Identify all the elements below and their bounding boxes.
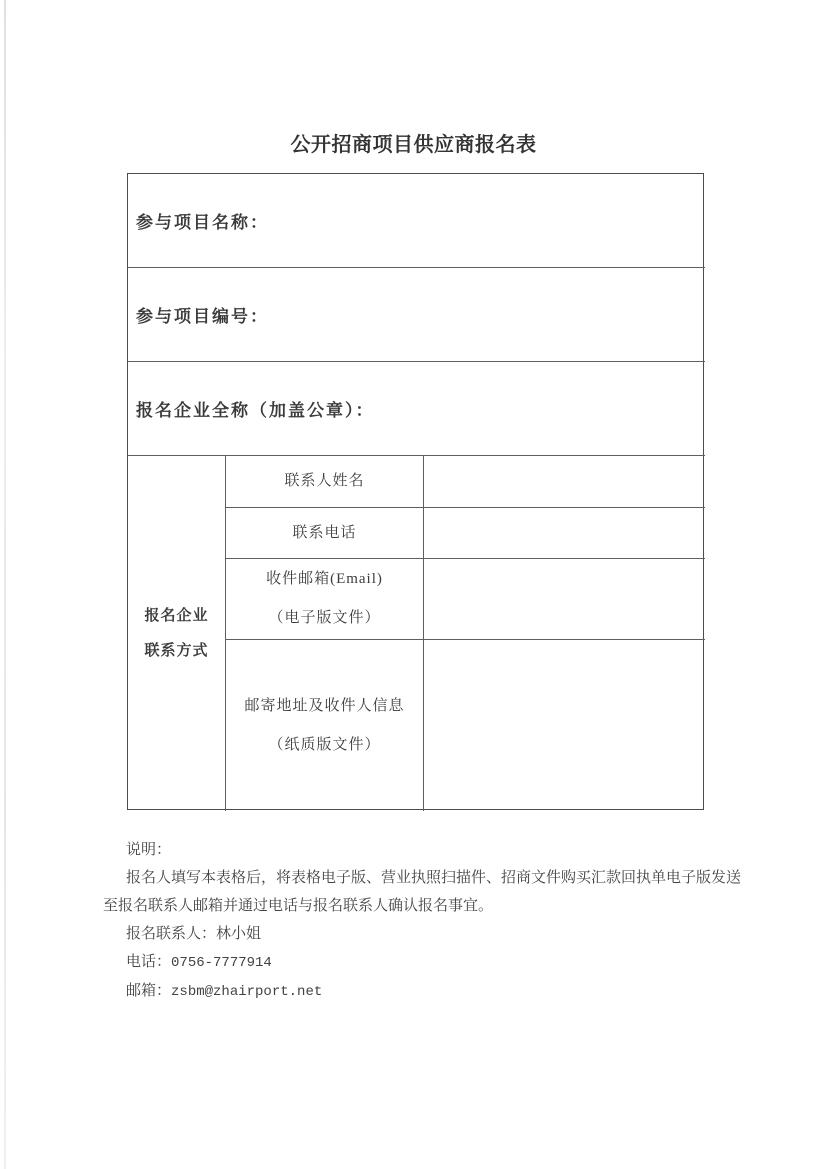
contact-group-label-line2: 联系方式 (144, 642, 209, 659)
phone-value: 0756-7777914 (171, 955, 272, 971)
project-name-label: 参与项目名称： (136, 213, 269, 232)
contact-email-value-cell (424, 559, 705, 640)
contact-group-header-cell (128, 456, 226, 811)
contact-email-label-cell (226, 559, 424, 640)
registration-email-line (103, 977, 743, 1006)
scan-edge-artifact (4, 0, 6, 1169)
row-project-number (128, 268, 705, 362)
row-company-name (128, 362, 705, 456)
contact-email-label: 收件邮箱(Email) (266, 571, 383, 587)
email-label: 邮箱： (126, 983, 172, 999)
mailing-address-label-cell (226, 640, 424, 811)
registration-form-table (127, 173, 704, 810)
contact-name-label-cell (226, 456, 424, 508)
phone-label: 电话： (126, 954, 172, 970)
contact-email-sublabel: （电子版文件） (268, 610, 381, 626)
email-value: zsbm@zhairport.net (171, 984, 323, 1000)
registration-phone-line (103, 948, 743, 977)
mailing-address-sublabel: （纸质版文件） (268, 736, 381, 753)
notes-heading: 说明： (126, 842, 172, 858)
registration-contact-person: 报名联系人：林小姐 (126, 926, 262, 942)
notes-paragraph-line2: 至报名联系人邮箱并通过电话与报名联系人确认报名事宜。 (103, 898, 494, 914)
contact-phone-value-cell (424, 508, 705, 559)
form-title: 公开招商项目供应商报名表 (290, 134, 537, 156)
mailing-address-label: 邮寄地址及收件人信息 (244, 697, 405, 714)
row-project-name (128, 174, 705, 268)
notes-section (103, 836, 743, 1006)
contact-name-label: 联系人姓名 (284, 473, 365, 489)
contact-group-label-line1: 报名企业 (144, 607, 209, 624)
contact-phone-label: 联系电话 (292, 524, 357, 541)
company-name-label: 报名企业全称（加盖公章）： (136, 401, 375, 420)
contact-phone-label-cell (226, 508, 424, 559)
project-number-label: 参与项目编号： (136, 307, 269, 326)
notes-paragraph-line1: 报名人填写本表格后，将表格电子版、营业执照扫描件、招商文件购买汇款回执单电子版发送 (126, 870, 742, 886)
contact-name-value-cell (424, 456, 705, 508)
mailing-address-value-cell (424, 640, 705, 811)
